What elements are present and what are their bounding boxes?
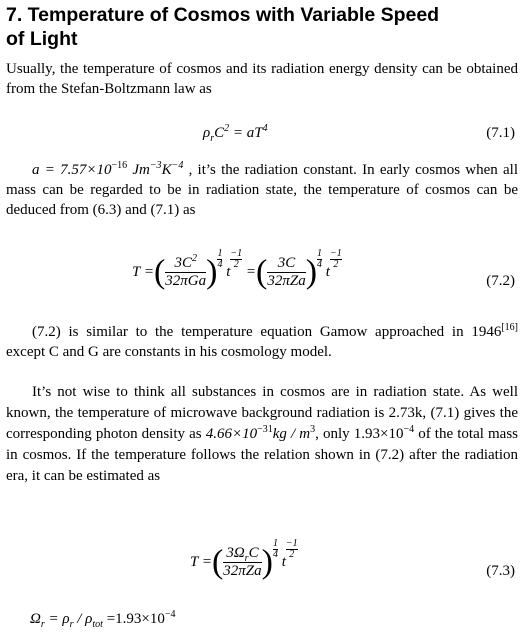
eq73-body: T =( $\frac{3\Omega_rC}{\text{32πZa}}$ ) $\frac{1}{4}$ t $\frac{-1}{2}$	[190, 538, 298, 581]
paragraph-4-start: It’s not wise to think all substances in cosmos are in radiation state. As well known, the temperature of microwave background radiation is 2.73k, (7.1) gives the corresponding photon density as	[6, 384, 518, 442]
photon-density-unit: kg / m	[272, 426, 311, 442]
a-units: $Jm^{-3}K^{-4}$	[127, 160, 184, 178]
equation-number-7-3: (7.3)	[486, 563, 515, 579]
section-heading	[6, 3, 518, 51]
mass-ratio: 1.93×10	[353, 426, 404, 442]
paragraph-3-end: except C and G are constants in his cosmology model.	[6, 344, 332, 360]
eq71-body: $\rho_rC^2 = aT^4$	[203, 123, 268, 144]
omega-exp: −4	[164, 609, 176, 620]
omega-value: =1.93×10	[102, 611, 165, 627]
equation-7-2	[0, 249, 523, 319]
paragraph-gamow	[6, 322, 518, 362]
photon-density: 4.66×10	[205, 426, 258, 442]
equation-7-3	[0, 538, 523, 605]
paragraph-3-start: (7.2) is similar to the temperature equation Gamow approached in 1946	[32, 324, 502, 340]
paragraph-4-end: of the total mass in cosmos. If the temperature follows the relation shown in (7.2) after the radiation era, it can be estimated as	[6, 426, 519, 484]
photon-density-exp: −31	[257, 424, 273, 435]
heading-line-2: of Light	[6, 28, 78, 50]
paragraph-2-text: , it’s the radiation constant. In early cosmos when all mass can be regarded to be in radiation state, the temperature of cosmos can be deduced from (6.3) and (7.1) as	[6, 162, 519, 218]
eq72-body: T =( $\frac{3C^2}{\text{32πGa}}$ ) $\frac{1}{4}$ t $\frac{-1}{2}$ =( $\frac{3C}{\text{32πZa}}$ ) $\frac{1}{4}$ t $\frac{-1}{2}$	[132, 248, 342, 291]
paragraph-intro: Usually, the temperature of cosmos and its radiation energy density can be obtained from the Stefan-Boltzmann law as	[6, 61, 518, 97]
omega-eq: = ρ	[48, 611, 70, 627]
citation-16: [16]	[501, 322, 518, 333]
paragraph-radiation-state: It’s not wise to think all substances in cosmos are in radiation state. As well known, the temperature of microwave background radiation is 2.73k, (7.1) gives the corresponding photon density as $4.66\times 10^{-31}kg / m^3$, only $1.93\times 10^{-4}$ of the total mass in cosmos. If the temperature follows the relation shown in (7.2) after the radiation era, it can be estimated as	[6, 384, 519, 484]
omega-ratio-line: $\Omega_r = \rho_r / \rho_{tot} =1.93\times 10^{-4}$	[30, 609, 176, 630]
heading-line-1: 7. Temperature of Cosmos with Variable Speed	[6, 4, 440, 26]
paragraph-radiation-constant	[6, 160, 518, 220]
a-value: a = 7.57×10	[32, 162, 112, 178]
a-exponent: −16	[111, 160, 128, 171]
mass-ratio-exp: −4	[403, 424, 415, 435]
equation-number-7-2: (7.2)	[486, 273, 515, 289]
equation-number-7-1: (7.1)	[486, 125, 515, 141]
paragraph-4-mid: , only	[315, 426, 354, 442]
